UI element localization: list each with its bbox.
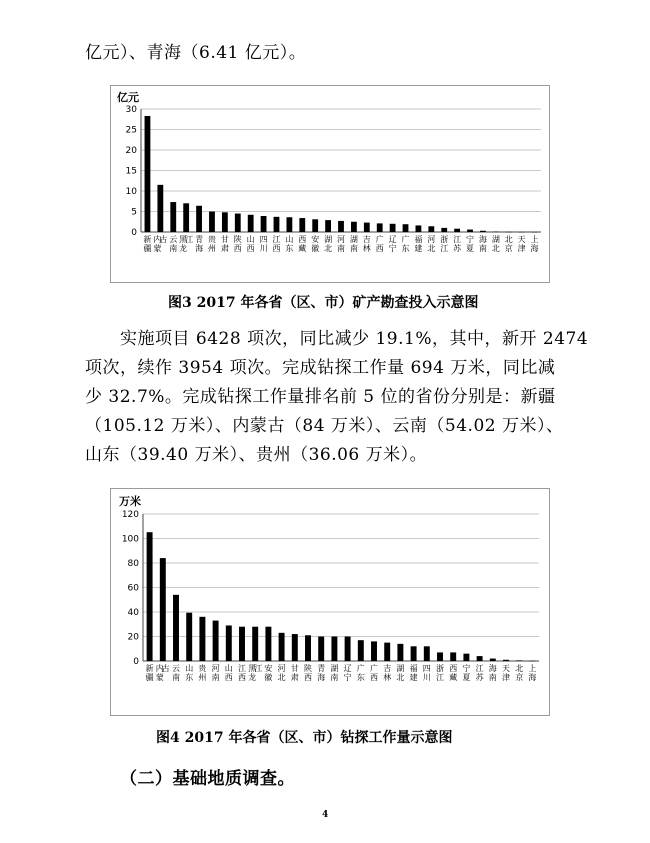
bar xyxy=(331,637,337,662)
x-tick-label: 天津 xyxy=(502,664,510,682)
x-tick-label: 四川 xyxy=(422,664,431,682)
x-tick-label: 西藏 xyxy=(449,664,458,682)
bar xyxy=(441,228,447,232)
x-tick-label: 甘肃 xyxy=(220,235,229,253)
y-tick-label: 20 xyxy=(125,146,137,156)
x-tick-label: 贵州 xyxy=(207,235,216,253)
bar xyxy=(503,660,509,661)
bar xyxy=(279,633,285,661)
x-tick-label: 海南 xyxy=(478,235,487,253)
bar xyxy=(477,656,483,661)
bar xyxy=(516,660,522,661)
x-tick-label: 福建 xyxy=(414,235,423,253)
bar xyxy=(173,595,179,661)
bar xyxy=(364,223,370,232)
x-tick-label: 黑龙江 xyxy=(248,664,263,682)
bar xyxy=(390,224,396,232)
x-tick-label: 宁夏 xyxy=(462,664,471,682)
x-tick-label: 内蒙古 xyxy=(155,664,170,682)
bar xyxy=(454,229,460,232)
x-tick-label: 江西 xyxy=(238,664,246,682)
bar xyxy=(252,627,258,661)
bar xyxy=(209,212,215,233)
bar xyxy=(318,637,324,662)
bar xyxy=(235,214,241,232)
chart-4-svg xyxy=(111,489,549,715)
bar xyxy=(437,652,443,661)
x-tick-label: 广西 xyxy=(375,235,384,253)
y-tick-label: 100 xyxy=(121,534,139,545)
x-tick-label: 天津 xyxy=(517,235,526,253)
bar xyxy=(265,627,271,661)
bar xyxy=(371,641,377,661)
bar xyxy=(411,646,417,661)
x-tick-label: 青海 xyxy=(317,664,326,682)
y-tick-label: 40 xyxy=(127,608,139,618)
figure-3-caption: 图3 2017 年各省（区、市）矿产勘查投入示意图 xyxy=(168,295,479,311)
bar xyxy=(261,216,267,232)
x-tick-label: 陕西 xyxy=(304,664,312,682)
bar xyxy=(226,625,232,661)
bar xyxy=(160,558,166,661)
bar xyxy=(286,217,292,232)
x-tick-label: 内蒙古 xyxy=(153,235,168,253)
bar xyxy=(239,627,245,661)
x-tick-label: 吉林 xyxy=(383,664,392,682)
y-tick-label: 0 xyxy=(131,228,137,238)
x-tick-label: 北京 xyxy=(504,235,513,253)
y-tick-label: 10 xyxy=(125,187,137,197)
bar xyxy=(222,212,228,232)
x-tick-label: 广东 xyxy=(356,664,365,682)
x-tick-label: 陕西 xyxy=(233,235,242,253)
bar xyxy=(467,230,473,232)
bar xyxy=(519,232,525,233)
y-tick-label: 120 xyxy=(121,510,139,520)
bar xyxy=(377,223,383,232)
bar xyxy=(196,206,202,232)
y-tick-label: 60 xyxy=(127,583,139,594)
x-tick-label: 河北 xyxy=(427,235,436,253)
x-tick-label: 宁夏 xyxy=(466,235,475,253)
x-tick-label: 西藏 xyxy=(298,235,307,253)
y-tick-label: 80 xyxy=(127,559,139,569)
bar xyxy=(299,218,305,232)
x-tick-label: 广西 xyxy=(370,664,378,682)
x-tick-label: 山东 xyxy=(285,235,294,253)
text-line-0: 亿元）、青海（6.41 亿元）。 xyxy=(85,43,307,63)
y-tick-label: 30 xyxy=(125,105,137,115)
x-tick-label: 湖南 xyxy=(349,235,358,253)
x-tick-label: 安徽 xyxy=(311,235,320,253)
bar xyxy=(506,232,512,233)
bar xyxy=(170,202,176,232)
bar xyxy=(312,219,318,232)
x-tick-label: 江苏 xyxy=(453,235,462,253)
x-tick-label: 海南 xyxy=(488,664,497,682)
bar xyxy=(199,617,205,661)
bar xyxy=(351,222,357,232)
bar xyxy=(274,217,280,232)
paragraph-line-4: （105.12 万米）、内蒙古（84 万米）、云南（54.02 万米）、 xyxy=(85,416,564,436)
x-tick-label: 湖南 xyxy=(330,664,339,682)
bar xyxy=(480,231,486,232)
x-tick-label: 河北 xyxy=(277,664,286,682)
bar xyxy=(248,215,254,232)
y-tick-label: 25 xyxy=(125,125,137,136)
bar xyxy=(147,532,153,661)
y-tick-label: 15 xyxy=(125,166,137,177)
bar xyxy=(384,643,390,661)
bar xyxy=(305,635,311,661)
chart-4-unit-label: 万米 xyxy=(119,495,141,508)
bar xyxy=(493,232,499,233)
x-tick-label: 上海 xyxy=(530,235,539,253)
bar xyxy=(529,661,535,662)
x-tick-label: 广东 xyxy=(401,235,410,253)
x-tick-label: 湖北 xyxy=(396,664,405,682)
x-tick-label: 上海 xyxy=(528,664,537,682)
chart-3-svg xyxy=(111,86,549,282)
x-tick-label: 吉林 xyxy=(362,235,371,253)
bar xyxy=(428,226,434,232)
x-tick-label: 河南 xyxy=(211,664,220,682)
y-tick-label: 0 xyxy=(133,657,139,667)
x-tick-label: 浙江 xyxy=(440,235,449,253)
x-tick-label: 北京 xyxy=(515,664,524,682)
x-tick-label: 江苏 xyxy=(475,664,484,682)
x-tick-label: 四川 xyxy=(259,235,268,253)
paragraph-line-3: 少 32.7%。完成钻探工作量排名前 5 位的省份分别是：新疆 xyxy=(85,387,556,407)
x-tick-label: 湖北 xyxy=(324,235,333,253)
paragraph-line-1: 实施项目 6428 项次，同比减少 19.1%，其中，新开 2474 xyxy=(120,329,589,349)
x-tick-label: 河南 xyxy=(337,235,345,253)
x-tick-label: 青海 xyxy=(195,235,204,253)
bar xyxy=(358,640,364,661)
bar xyxy=(338,221,344,232)
x-tick-label: 甘肃 xyxy=(290,664,299,682)
y-tick-label: 5 xyxy=(131,207,137,218)
x-tick-label: 辽宁 xyxy=(388,235,397,253)
bar xyxy=(157,185,163,232)
x-tick-label: 浙江 xyxy=(436,664,444,682)
figure-4-caption: 图4 2017 年各省（区、市）钻探工作量示意图 xyxy=(156,730,453,746)
bar xyxy=(145,116,151,232)
x-tick-label: 山西 xyxy=(246,235,255,253)
x-tick-label: 山东 xyxy=(185,664,194,682)
bar xyxy=(463,654,469,661)
bar xyxy=(186,613,192,661)
bar xyxy=(490,659,496,661)
x-tick-label: 安徽 xyxy=(264,664,273,682)
x-tick-label: 贵州 xyxy=(198,664,207,682)
x-tick-label: 山西 xyxy=(224,664,233,682)
bar xyxy=(450,652,456,661)
bar xyxy=(213,621,219,661)
bar xyxy=(183,203,189,232)
x-tick-label: 福建 xyxy=(409,664,418,682)
x-tick-label: 江西 xyxy=(272,235,281,253)
paragraph-line-5: 山东（39.40 万米）、贵州（36.06 万米）。 xyxy=(85,445,428,465)
page-number: 4 xyxy=(322,810,329,820)
x-tick-label: 辽宁 xyxy=(343,664,352,682)
section-heading: （二）基础地质调查。 xyxy=(120,769,295,789)
chart-3-frame xyxy=(110,85,550,283)
y-tick-label: 20 xyxy=(127,632,139,643)
bar xyxy=(532,232,538,233)
x-tick-label: 新疆 xyxy=(145,664,154,682)
x-tick-label: 黑龙江 xyxy=(179,235,194,253)
chart-4-frame xyxy=(110,488,550,716)
x-tick-label: 云南 xyxy=(172,664,180,682)
bar xyxy=(325,220,331,232)
x-tick-label: 新疆 xyxy=(143,235,152,253)
bar xyxy=(416,225,422,232)
bar xyxy=(345,637,351,662)
bar xyxy=(292,634,298,661)
x-tick-label: 云南 xyxy=(169,235,178,253)
bar xyxy=(424,646,430,661)
chart-3-unit-label: 亿元 xyxy=(117,91,139,104)
paragraph-line-2: 项次，续作 3954 项次。完成钻探工作量 694 万米，同比减 xyxy=(85,358,556,378)
bar xyxy=(397,644,403,661)
bar xyxy=(403,224,409,232)
x-tick-label: 湖北 xyxy=(491,235,500,253)
